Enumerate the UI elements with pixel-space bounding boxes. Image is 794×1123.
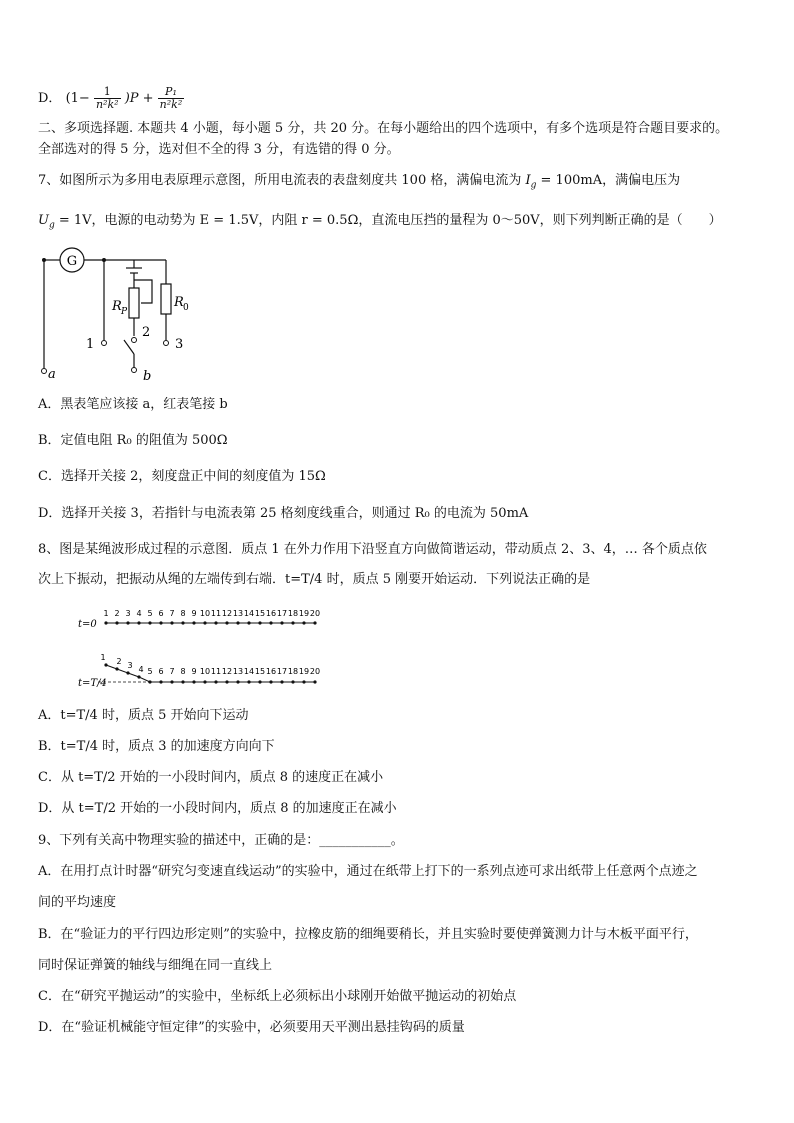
rope-particle (302, 621, 305, 624)
formula-open: (1− (65, 91, 90, 106)
q8-option-d: D．从 t=T/2 开始的一小段时间内，质点 8 的加速度正在减小 (38, 801, 397, 816)
rope-particle (137, 621, 140, 624)
rope-wave-diagram (74, 603, 334, 691)
r0-subscript: 0 (183, 303, 189, 313)
q7-stem-text-3: = 1V，电源的电动势为 E = 1.5V，内阻 r = 0.5Ω，直流电压挡的量程为 0～50V，则下列判断正确的是（ ） (54, 213, 722, 228)
formula-middle: )P + (124, 91, 154, 106)
q7-stem-line-1 (38, 172, 680, 195)
q8-option-a: A．t=T/4 时，质点 5 开始向下运动 (38, 708, 249, 723)
rope-particle (104, 663, 107, 666)
particle-number: 12 (221, 667, 233, 676)
terminal-1-label: 1 (86, 337, 95, 352)
rope-particle (225, 680, 228, 683)
rope-particle (247, 680, 250, 683)
r0-label: R (174, 295, 184, 310)
particle-number: 14 (243, 667, 255, 676)
particle-number: 15 (254, 667, 266, 676)
galvanometer-label: G (66, 254, 78, 269)
particle-number: 15 (254, 609, 266, 618)
rope-particle (236, 621, 239, 624)
particle-number: 12 (221, 609, 233, 618)
q7-stem-text-2: = 100mA，满偏电压为 (536, 173, 681, 188)
fraction-1 (94, 86, 121, 111)
terminal-a-label: a (48, 367, 56, 382)
particle-number: 17 (276, 667, 288, 676)
rope-particle (203, 680, 206, 683)
particle-number: 7 (169, 609, 175, 618)
particle-number: 13 (232, 667, 244, 676)
q7-option-c: C．选择开关接 2，刻度盘正中间的刻度值为 15Ω (38, 469, 326, 484)
rope-particle (313, 621, 316, 624)
rope-particle (181, 680, 184, 683)
particle-number: 9 (191, 609, 197, 618)
rope-particle (236, 680, 239, 683)
terminal-b-label: b (143, 369, 152, 384)
particle-number: 16 (265, 667, 277, 676)
particle-number: 13 (232, 609, 244, 618)
rope-particle (126, 671, 129, 674)
q8-option-b: B．t=T/4 时，质点 3 的加速度方向向下 (38, 739, 275, 754)
q7-ig-subscript: g (530, 180, 537, 191)
rope-particle (269, 680, 272, 683)
section-2-instructions-line-1: 二、多项选择题. 本题共 4 小题，每小题 5 分，共 20 分。在每小题给出的四个选项中，有多个选项是符合题目要求的。 (38, 121, 729, 136)
particle-number: 3 (127, 661, 133, 670)
row-t-quarter-label: t=T/4 (78, 678, 107, 689)
q7-option-d: D．选择开关接 3，若指针与电流表第 25 格刻度线重合，则通过 R₀ 的电流为 50mA (38, 506, 529, 521)
particle-number: 6 (158, 667, 164, 676)
rope-particle (148, 621, 151, 624)
rope-particle (115, 667, 118, 670)
particle-number: 10 (199, 667, 211, 676)
particle-number: 3 (125, 609, 131, 618)
rope-particle (192, 680, 195, 683)
q9-option-d: D．在“验证机械能守恒定律”的实验中，必须要用天平测出悬挂钩码的质量 (38, 1020, 465, 1035)
rope-particle (258, 621, 261, 624)
rope-particle (214, 680, 217, 683)
q9-option-a-line-1: A．在用打点计时器“研究匀变速直线运动”的实验中，通过在纸带上打下的一系列点迹可求出纸带上任意两个点迹之 (38, 864, 698, 879)
rope-particle (148, 680, 151, 683)
q7-stem-text: 7、如图所示为多用电表原理示意图，所用电流表的表盘刻度共 100 格，满偏电流为 (38, 173, 526, 188)
rope-particle (137, 675, 140, 678)
section-2-instructions-line-2: 全部选对的得 5 分，选对但不全的得 3 分，有选错的得 0 分。 (38, 142, 400, 157)
rope-particle (159, 680, 162, 683)
multimeter-circuit-diagram (30, 244, 200, 384)
rope-particle (181, 621, 184, 624)
q7-stem-line-2 (38, 212, 722, 235)
q7-ug-symbol: U (38, 213, 49, 228)
q9-option-b-line-2: 同时保证弹簧的轴线与细绳在同一直线上 (38, 958, 273, 973)
particle-number: 9 (191, 667, 197, 676)
particle-number: 11 (210, 609, 222, 618)
particle-number: 14 (243, 609, 255, 618)
particle-number: 16 (265, 609, 277, 618)
rope-particle (203, 621, 206, 624)
rope-particle (258, 680, 261, 683)
rope-particle (192, 621, 195, 624)
rope-particle (170, 621, 173, 624)
option-label: D． (38, 91, 62, 106)
q7-ig-symbol: I (525, 173, 531, 188)
particle-number: 20 (309, 609, 321, 618)
rope-particle (269, 621, 272, 624)
particle-number: 19 (298, 667, 310, 676)
q9-stem: 9、下列有关高中物理实验的描述中，正确的是：___________。 (38, 833, 404, 848)
fraction-2-denominator: n²k² (159, 98, 183, 111)
rope-particle (291, 680, 294, 683)
particle-number: 18 (287, 609, 299, 618)
q8-stem-line-1: 8、图是某绳波形成过程的示意图．质点 1 在外力作用下沿竖直方向做简谐运动，带动质点 2、3、4，… 各个质点依 (38, 542, 707, 557)
particle-number: 2 (114, 609, 120, 618)
rope-particle (214, 621, 217, 624)
q8-stem-line-2: 次上下振动，把振动从绳的左端传到右端．t=T/4 时，质点 5 刚要开始运动．下列说法正确的是 (38, 572, 591, 587)
particle-number: 17 (276, 609, 288, 618)
rope-particle (291, 621, 294, 624)
q7-option-a: A．黑表笔应该接 a，红表笔接 b (38, 397, 228, 412)
q7-option-b: B．定值电阻 R₀ 的阻值为 500Ω (38, 433, 228, 448)
rope-particle (280, 621, 283, 624)
particle-number: 20 (309, 667, 321, 676)
rope-particle (225, 621, 228, 624)
fraction-2-numerator: P₁ (158, 86, 185, 99)
q7-ug-subscript: g (48, 220, 55, 231)
particle-number: 10 (199, 609, 211, 618)
q6-option-d (38, 86, 184, 111)
particle-number: 5 (147, 667, 153, 676)
particle-number: 8 (180, 667, 186, 676)
terminal-2-label: 2 (142, 325, 151, 340)
fraction-1-numerator: 1 (94, 86, 121, 99)
q8-option-c: C．从 t=T/2 开始的一小段时间内，质点 8 的速度正在减小 (38, 770, 384, 785)
particle-number: 8 (180, 609, 186, 618)
particle-number: 1 (103, 609, 109, 618)
row-t0-label: t=0 (78, 619, 97, 630)
terminal-3-label: 3 (175, 337, 184, 352)
particle-number: 7 (169, 667, 175, 676)
q9-option-c: C．在“研究平抛运动”的实验中，坐标纸上必须标出小球刚开始做平抛运动的初始点 (38, 989, 517, 1004)
rope-particle (104, 621, 107, 624)
rope-particle (313, 680, 316, 683)
particle-number: 2 (116, 657, 122, 666)
rope-particle (126, 621, 129, 624)
rp-subscript: P (121, 307, 128, 317)
rope-particle (302, 680, 305, 683)
particle-number: 6 (158, 609, 164, 618)
particle-number: 18 (287, 667, 299, 676)
rope-particle (247, 621, 250, 624)
particle-number: 19 (298, 609, 310, 618)
particle-number: 4 (136, 609, 142, 618)
q9-option-b-line-1: B．在“验证力的平行四边形定则”的实验中，拉橡皮筋的细绳要稍长，并且实验时要使弹簧测力计与木板平面平行， (38, 927, 698, 942)
particle-number: 4 (138, 665, 144, 674)
rope-particle (115, 621, 118, 624)
rope-particle (170, 680, 173, 683)
particle-number: 1 (100, 653, 106, 662)
rope-particle (159, 621, 162, 624)
rope-particle (280, 680, 283, 683)
q9-option-a-line-2: 间的平均速度 (38, 895, 117, 910)
particle-number: 5 (147, 609, 153, 618)
fraction-2 (158, 86, 185, 111)
fraction-1-denominator: n²k² (95, 98, 119, 111)
particle-number: 11 (210, 667, 222, 676)
rp-label: R (112, 299, 122, 314)
